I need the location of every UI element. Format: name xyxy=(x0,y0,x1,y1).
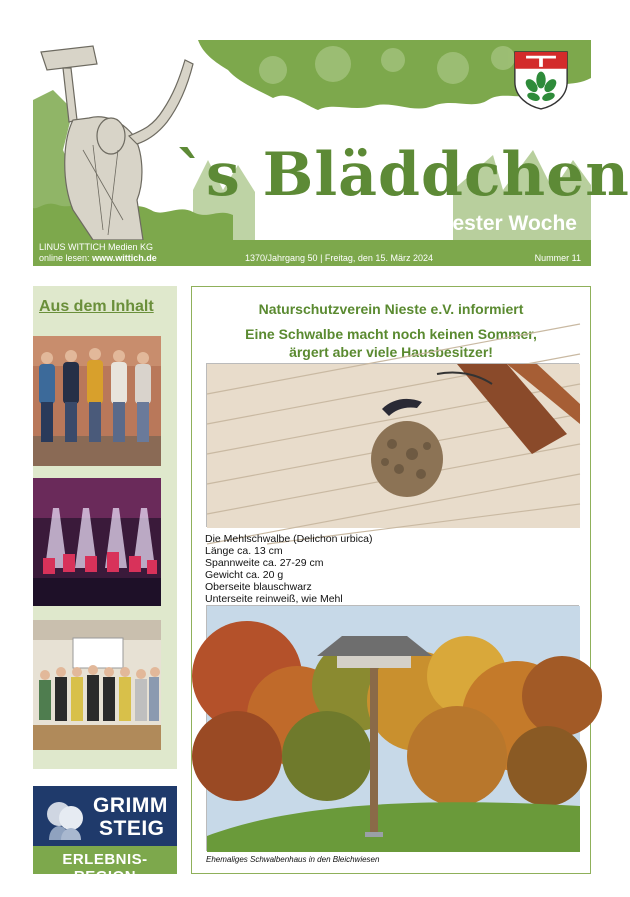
team-group-photo[interactable] xyxy=(33,620,161,750)
logo-word-grimm: GRIMM xyxy=(93,794,168,817)
logo-region-text: ERLEBNIS-REGION xyxy=(62,851,148,885)
swallow-house-photo[interactable] xyxy=(206,605,579,851)
online-label: online lesen: xyxy=(39,253,90,263)
group-of-women-image xyxy=(33,336,161,466)
swallow-nest-photo[interactable] xyxy=(206,363,579,527)
newspaper-title: `s Bläddchen xyxy=(175,140,630,210)
fact-line: Länge ca. 13 cm xyxy=(205,545,283,557)
headline-line-1: Eine Schwalbe macht noch keinen Sommer, xyxy=(245,326,537,342)
masthead xyxy=(33,40,630,266)
logo-word-steig: STEIG xyxy=(99,817,165,840)
online-url-link[interactable]: www.wittich.de xyxy=(92,253,157,263)
online-reading-line xyxy=(39,253,157,263)
contents-sidebar xyxy=(33,286,177,769)
main-article xyxy=(191,286,591,874)
photo-caption: Ehemaliges Schwalbenhaus in den Bleichwiesen xyxy=(206,855,380,864)
coat-of-arms-icon xyxy=(513,50,569,110)
stage-dance-performance-photo[interactable] xyxy=(33,478,161,606)
stage-dance-image xyxy=(33,478,161,606)
issue-number: Nummer 11 xyxy=(534,253,581,263)
publisher-name: LINUS WITTICH Medien KG xyxy=(39,242,154,252)
fact-line: Gewicht ca. 20 g xyxy=(205,569,284,581)
swallow-nest-image xyxy=(207,364,580,528)
fact-line: Unterseite reinweiß, wie Mehl xyxy=(205,593,343,605)
article-headline xyxy=(192,325,590,361)
headline-line-2: ärgert aber viele Hausbesitzer! xyxy=(289,344,493,360)
fact-line: Spannweite ca. 27-29 cm xyxy=(205,557,324,569)
issue-info: 1370/Jahrgang 50 | Freitag, den 15. März 2024 xyxy=(245,253,433,263)
fact-line: Oberseite blauschwarz xyxy=(205,581,312,593)
swallow-house-image xyxy=(207,606,580,852)
article-kicker: Naturschutzverein Nieste e.V. informiert xyxy=(258,301,524,317)
group-of-women-photo[interactable] xyxy=(33,336,161,466)
brothers-grimm-portrait-icon xyxy=(43,796,87,840)
swallow-facts xyxy=(205,533,373,605)
sidebar-heading: Aus dem Inhalt xyxy=(39,298,154,315)
fact-line: Die Mehlschwalbe (Delichon urbica) xyxy=(205,533,373,545)
team-group-image xyxy=(33,620,161,750)
newspaper-subtitle: Die Niester Woche xyxy=(392,212,577,235)
grimmsteig-logo[interactable] xyxy=(33,786,177,885)
